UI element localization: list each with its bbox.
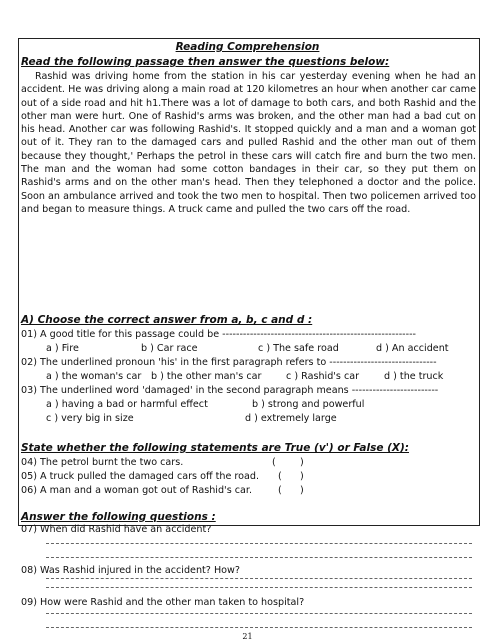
section-a-heading: A) Choose the correct answer from a, b, c and d : bbox=[21, 314, 313, 326]
statement-04: 04) The petrol burnt the two cars. bbox=[21, 457, 184, 468]
question-03: 03) The underlined word 'damaged' in the second paragraph means ------------------------- bbox=[21, 385, 439, 396]
q02-option-b: b ) the other man's car bbox=[151, 371, 262, 382]
statement-06: 06) A man and a woman got out of Rashid's car. bbox=[21, 485, 253, 496]
section-b-heading: State whether the following statements are True (v') or False (X): bbox=[21, 442, 409, 454]
answer-line bbox=[46, 613, 472, 614]
q02-option-a: a ) the woman's car bbox=[46, 371, 142, 382]
answer-line bbox=[46, 587, 472, 588]
q02-option-c: c ) Rashid's car bbox=[286, 371, 360, 382]
answer-box-05-close: ) bbox=[300, 471, 304, 482]
question-07: 07) When did Rashid have an accident? bbox=[21, 524, 212, 535]
question-08: 08) Was Rashid injured in the accident? How? bbox=[21, 565, 240, 576]
q01-option-a: a ) Fire bbox=[46, 343, 79, 354]
answer-box-04-open: ( bbox=[272, 457, 276, 468]
answer-box-06-open: ( bbox=[278, 485, 282, 496]
q03-option-d: d ) extremely large bbox=[245, 413, 337, 424]
answer-box-06-close: ) bbox=[300, 485, 304, 496]
answer-line bbox=[46, 627, 472, 628]
q03-option-b: b ) strong and powerful bbox=[252, 399, 365, 410]
answer-line bbox=[46, 557, 472, 558]
question-09: 09) How were Rashid and the other man taken to hospital? bbox=[21, 597, 305, 608]
answer-line bbox=[46, 543, 472, 544]
section-c-heading: Answer the following questions : bbox=[21, 511, 216, 523]
question-02: 02) The underlined pronoun 'his' in the first paragraph refers to ------------------------------- bbox=[21, 357, 437, 368]
page-number: 21 bbox=[242, 632, 253, 641]
q01-option-c: c ) The safe road bbox=[258, 343, 339, 354]
q02-option-d: d ) the truck bbox=[384, 371, 444, 382]
q03-option-c: c ) very big in size bbox=[46, 413, 134, 424]
question-01: 01) A good title for this passage could be -------------------------------------------------------- bbox=[21, 329, 417, 340]
q01-option-b: b ) Car race bbox=[141, 343, 198, 354]
answer-box-05-open: ( bbox=[278, 471, 282, 482]
statement-05: 05) A truck pulled the damaged cars off the road. bbox=[21, 471, 260, 482]
answer-box-04-close: ) bbox=[300, 457, 304, 468]
q01-option-d: d ) An accident bbox=[376, 343, 449, 354]
passage-instruction: Read the following passage then answer the questions below: bbox=[21, 56, 390, 68]
q03-option-a: a ) having a bad or harmful effect bbox=[46, 399, 208, 410]
page-title: Reading Comprehension bbox=[175, 41, 320, 53]
reading-passage: Rashid was driving home from the station in his car yesterday evening when he had an accident. He was driving along a main road at 120 kilometres an hour when another car came out of a side road and hit h1.There was a lot of damage to both cars, and both Rashid and the other man were hurt. One of Rashid's arms was broken, and the other man had a bad cut on his head. Another car was following Rashid's. It stopped quickly and a man and a woman got out of it. They ran to the damaged cars and pulled Rashid and the other man out of them because they thought,' Perhaps the petrol in these cars will catch fire and burn the two men. The man and the woman had some cotton bandages in their car, so they put them on Rashid's arms and on the other man's head. Then they telephoned a doctor and the police. Soon an ambulance arrived and took the two men to hospital. Then two policemen arrived too and began to measure things. A truck came and pulled the two cars off the road. bbox=[21, 71, 476, 215]
answer-line bbox=[46, 578, 472, 579]
